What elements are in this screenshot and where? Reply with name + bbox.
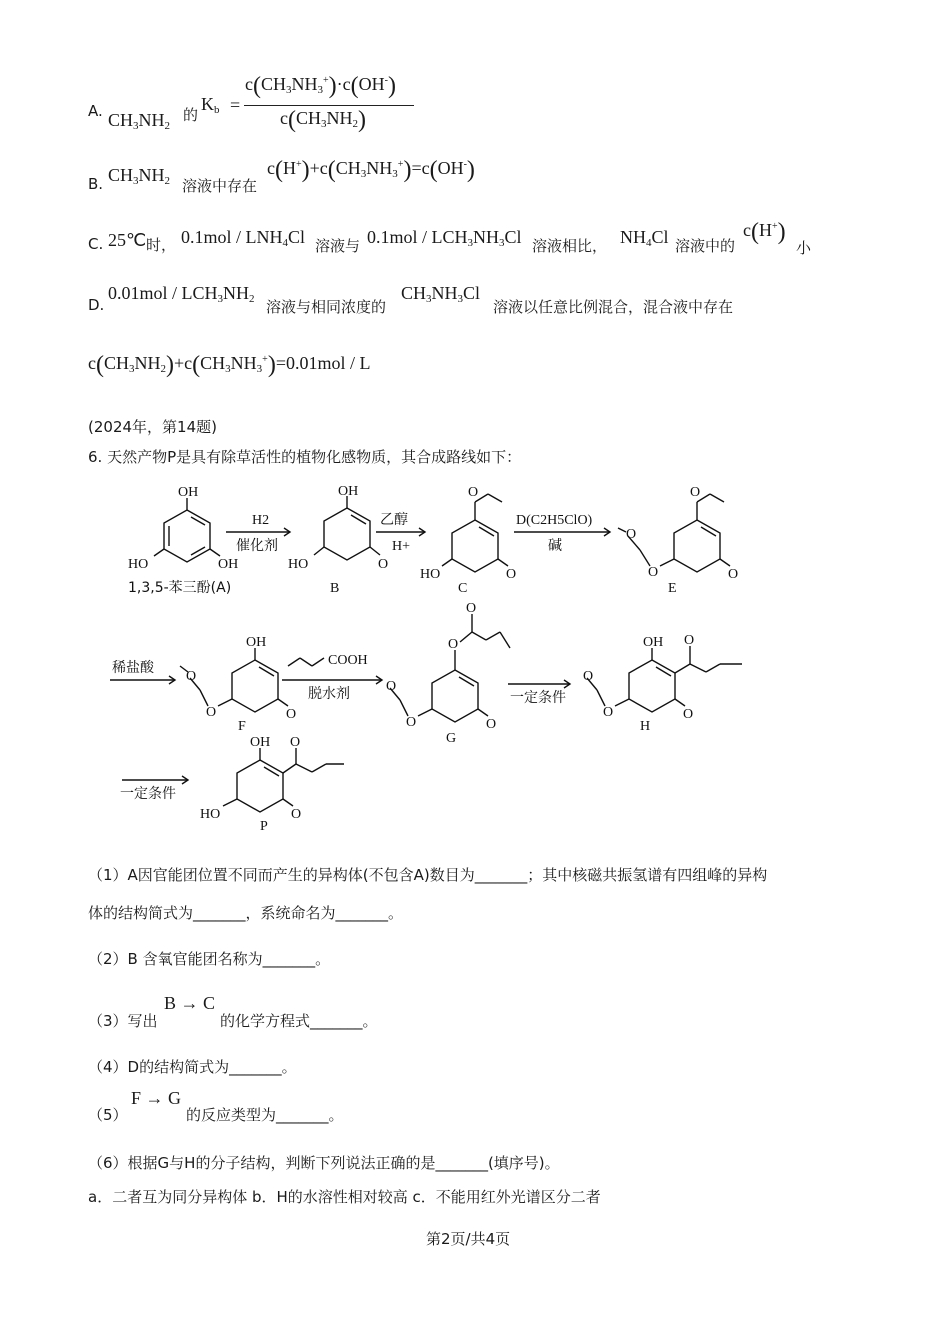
p-ho: HO xyxy=(200,807,221,822)
sub-q3-b: 的化学方程式_______。 xyxy=(220,1012,378,1030)
label-e: E xyxy=(668,581,677,596)
e-o4: O xyxy=(626,527,637,542)
option-a-kb: $K_b$ xyxy=(201,94,220,116)
source-note: (2024年，第14题) xyxy=(88,418,217,436)
page-footer: 第2页/共4页 xyxy=(426,1230,511,1248)
option-c-salt: $NH_4Cl$ xyxy=(620,227,669,249)
option-a-de: 的 xyxy=(183,106,199,124)
option-d-t2: 溶液以任意比例混合，混合液中存在 xyxy=(493,298,734,316)
reagent6: 一定条件 xyxy=(510,690,566,706)
p-o2: O xyxy=(291,807,302,822)
molecule-f xyxy=(180,635,296,734)
option-d-salt: $CH_3NH_3Cl$ xyxy=(401,283,481,305)
question-6-text: 6. 天然产物P是具有除草活性的植物化感物质，其合成路线如下： xyxy=(88,448,522,466)
b-oh: OH xyxy=(338,484,359,499)
sub-q3-a: （3）写出 xyxy=(88,1012,158,1030)
h-o: O xyxy=(684,633,695,648)
fraction-bar xyxy=(244,105,414,106)
option-c-conc1: $0.1mol / LNH_4Cl$ xyxy=(181,227,306,249)
f-o3: O xyxy=(186,669,197,684)
g-o4: O xyxy=(406,715,417,730)
f-o2: O xyxy=(206,705,217,720)
sub-q2: （2）B 含氧官能团名称为_______。 xyxy=(88,950,331,968)
option-a-label: A. xyxy=(88,102,103,120)
label-f: F xyxy=(238,719,246,734)
option-c-t4: 溶液中的 xyxy=(675,237,736,255)
sub-q1-line1: （1）A因官能团位置不同而产生的异构体(不包含A)数目为_______；其中核磁共振氢谱有四组峰的异构 xyxy=(88,866,768,884)
option-b-expr: $c(H^+)+c(CH_3NH_3^+)=c(OH^-)$ xyxy=(267,157,475,183)
sub-q6-choices: a．二者互为同分异构体 b．H的水溶性相对较高 c．不能用红外光谱区分二者 xyxy=(88,1188,601,1206)
arrow-f-to-g: F → G xyxy=(131,1088,182,1108)
option-a-numerator: $c(CH_3NH_3^+)\cdot c(OH^-)$ xyxy=(245,73,396,99)
option-d-label: D. xyxy=(88,296,105,314)
sub-q1-line2: 体的结构简式为_______，系统命名为_______。 xyxy=(88,904,404,922)
sub-q6: （6）根据G与H的分子结构，判断下列说法正确的是_______(填序号)。 xyxy=(88,1154,560,1172)
option-d-t1: 溶液与相同浓度的 xyxy=(266,298,387,316)
a-oh-right: OH xyxy=(218,557,239,572)
arrow-b-to-c: B → C xyxy=(164,993,216,1013)
h-oh: OH xyxy=(643,635,664,650)
molecule-p xyxy=(200,735,344,834)
sub-q4: （4）D的结构简式为_______。 xyxy=(88,1058,297,1076)
sub-q5-b: 的反应类型为_______。 xyxy=(186,1106,344,1124)
option-d-expr: $c(CH_3NH_2)+c(CH_3NH_3^+)=0.01mol / L$ xyxy=(88,352,371,378)
c-ho: HO xyxy=(420,567,441,582)
h-o3: O xyxy=(603,705,614,720)
molecule-b xyxy=(288,484,388,596)
molecule-h xyxy=(583,633,742,734)
option-a-denominator: $c(CH_3NH_2)$ xyxy=(280,107,367,133)
molecule-a xyxy=(128,485,238,596)
reagent7: 一定条件 xyxy=(120,786,176,802)
f-o: O xyxy=(286,707,297,722)
label-c: C xyxy=(458,581,468,596)
reagent1-bottom: 催化剂 xyxy=(236,538,278,554)
e-o3: O xyxy=(648,565,659,580)
option-c-label: C. xyxy=(88,235,104,253)
option-a-eq: = xyxy=(230,95,241,115)
f-oh: OH xyxy=(246,635,267,650)
p-o: O xyxy=(290,735,301,750)
b-ho: HO xyxy=(288,557,309,572)
label-b: B xyxy=(330,581,340,596)
c-o: O xyxy=(468,485,479,500)
g-o3: O xyxy=(486,717,497,732)
molecule-g xyxy=(386,601,510,746)
g-o: O xyxy=(448,637,459,652)
reagent5-bottom: 脱水剂 xyxy=(308,686,350,702)
h-o2: O xyxy=(683,707,694,722)
c-o2: O xyxy=(506,567,517,582)
option-c-t5: 小 xyxy=(796,239,812,257)
a-ho-left: HO xyxy=(128,557,149,572)
a-oh-top: OH xyxy=(178,485,199,500)
e-o: O xyxy=(690,485,701,500)
option-b-subject: $CH_3NH_2$ xyxy=(108,165,171,187)
reagent5-top: COOH xyxy=(328,653,368,668)
sub-q5-a: （5） xyxy=(88,1106,128,1124)
option-c-t1: 时， xyxy=(146,236,177,254)
p-oh: OH xyxy=(250,735,271,750)
label-h: H xyxy=(640,719,651,734)
option-c-temp: 25℃ xyxy=(108,230,147,250)
reagent2-top: 乙醇 xyxy=(380,512,408,528)
g-o5: O xyxy=(386,679,397,694)
h-o4: O xyxy=(583,669,594,684)
label-g: G xyxy=(446,731,457,746)
reagent4: 稀盐酸 xyxy=(112,660,154,676)
option-b-mid: 溶液中存在 xyxy=(182,177,258,195)
g-o2: O xyxy=(466,601,477,616)
option-c-conc2: $0.1mol / LCH_3NH_3Cl$ xyxy=(367,227,522,249)
e-o2: O xyxy=(728,567,739,582)
option-d-conc: $0.01mol / LCH_3NH_2$ xyxy=(108,283,255,305)
option-c-t2: 溶液与 xyxy=(315,237,361,255)
option-c-t3: 溶液相比， xyxy=(532,237,608,255)
option-c-ch: c(H+) xyxy=(743,219,786,245)
b-o: O xyxy=(378,557,389,572)
reagent3-top: D(C2H5ClO) xyxy=(516,513,593,528)
reagent3-bottom: 碱 xyxy=(548,538,562,554)
molecule-c xyxy=(420,485,516,596)
a-name: 1,3,5-苯三酚(A) xyxy=(128,580,232,596)
reagent1-top: H2 xyxy=(252,513,270,528)
reagent2-bottom: H+ xyxy=(392,539,411,554)
synthesis-scheme xyxy=(100,480,800,840)
molecule-e xyxy=(618,485,738,596)
label-p: P xyxy=(260,819,268,834)
option-b-label: B. xyxy=(88,175,104,193)
option-a-subject: $CH_3NH_2$ xyxy=(108,110,171,132)
